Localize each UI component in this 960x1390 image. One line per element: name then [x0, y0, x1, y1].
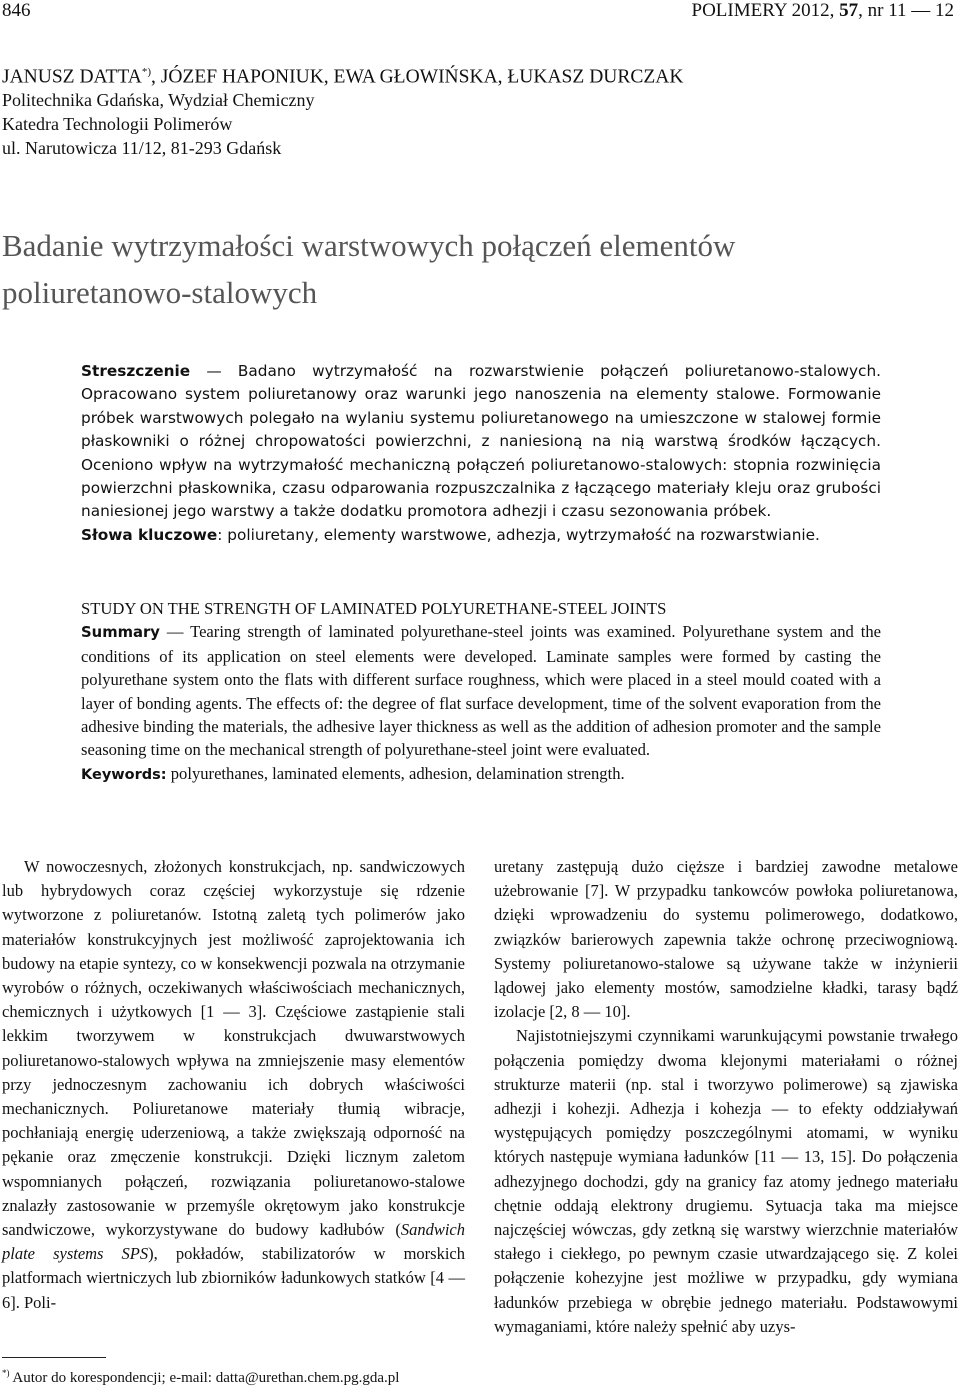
- keywords-pl: [81, 524, 881, 547]
- page-number: 846: [2, 0, 31, 21]
- body-italic-term: Sandwich plate systems SPS: [2, 1220, 465, 1264]
- keywords-en: [81, 762, 881, 787]
- body-paragraph: uretany zastępują dużo cięższe i bardziej zawodne metalowe użebrowanie [7]. W przypadku tankowców powłoka poliuretanowa, dzięki wprowadzeniu do systemu polimerowego, dodatkowo, związków barierowych zapewnia także ochronę przeciwogniową. Systemy poliuretanowo-stalowe są używane także w inżynierii lądowej jako elementy mostów, samodzielne kładki, tarasy bądź izolacje [2, 8 — 10].: [494, 857, 958, 1022]
- journal-volume: 57: [839, 0, 859, 21]
- abstract-pl-dash: —: [190, 362, 238, 380]
- abstract-polish: [81, 360, 881, 547]
- journal-issue: , nr 11 — 12: [858, 0, 954, 21]
- body-paragraph: [2, 855, 465, 1315]
- journal-name: POLIMERY 2012,: [691, 0, 835, 21]
- affiliation-address: ul. Narutowicza 11/12, 81-293 Gdańsk: [2, 138, 282, 158]
- affiliation: [2, 88, 315, 160]
- abstract-pl-label: Streszczenie: [81, 362, 191, 380]
- footnote-divider: [2, 1357, 106, 1358]
- keywords-en-label: Keywords:: [81, 766, 167, 783]
- corresponding-author: JANUSZ DATTA: [2, 66, 142, 88]
- title-line-2: poliuretanowo-stalowych: [2, 275, 318, 310]
- co-authors: , JÓZEF HAPONIUK, EWA GŁOWIŃSKA, ŁUKASZ DURCZAK: [151, 66, 684, 88]
- title-line-1: Badanie wytrzymałości warstwowych połączeń elementów: [2, 228, 736, 263]
- keywords-en-text: polyurethanes, laminated elements, adhesion, delamination strength.: [166, 763, 625, 783]
- footnote-mark: *): [2, 1368, 10, 1378]
- journal-reference: [692, 0, 955, 22]
- affiliation-university: Politechnika Gdańska, Wydział Chemiczny: [2, 90, 315, 110]
- keywords-pl-label: Słowa kluczowe: [81, 525, 218, 544]
- author-footnote-mark: *): [141, 66, 151, 78]
- abstract-en-dash: —: [159, 622, 191, 642]
- article-title: [2, 222, 735, 316]
- abstract-en-text: Tearing strength of laminated polyurethane-steel joints was examined. Polyurethane system and the conditions of its application on steel elements were developed. Laminate samples were formed by casting the polyurethane system onto the flats with different surface roughness, which were placed in a steel mould coated with a layer of bonding agents. The effects of: the degree of flat surface development, time of the solvent evaporation from the adhesive binding the materials, the adhesive layer thickness as well as the addition of adhesion promoter and the sample seasoning time on the mechanical strength of polyurethane-steel joint were evaluated.: [81, 622, 882, 760]
- abstract-pl-body: [81, 360, 881, 524]
- english-title: STUDY ON THE STRENGTH OF LAMINATED POLYURETHANE-STEEL JOINTS: [81, 599, 667, 618]
- affiliation-department: Katedra Technologii Polimerów: [2, 114, 233, 134]
- running-head: [0, 0, 960, 24]
- body-column-right: [494, 855, 958, 1339]
- body-paragraph: Najistotniejszymi czynnikami warunkującymi powstanie trwałego połączenia pomiędzy dwoma klejonymi materiałami o różnej strukturze materii (np. stal i tworzywo polimerowe) są zjawiska adhezji i kohezji. Adhezja i kohezja — to efekty oddziaływań występujących pomiędzy poszczególnymi atomami, w wyniku których następuje wymiana ładunków [11 — 13, 15]. Do połączenia adhezyjnego dochodzi, gdy na granicy faz atomy jednego materiału chętnie oddają elektrony drugiemu. Sytuacja taka ma miejsce najczęściej wówczas, gdy zetkną się warstwy wierzchnie materiałów stałego i ciekłego, po pewnym czasie utwardzającego się. Z kolei połączenie kohezyjne jest możliwe w przypadku, gdy wymiana ładunków przebiega w obrębie jednego materiału. Podstawowymi wymaganiami, które należy spełnić aby uzys-: [494, 1026, 958, 1336]
- abstract-pl-text: Badano wytrzymałość na rozwarstwienie połączeń poliuretanowo-stalowych. Opracowano system poliuretanowy oraz warunki jego nanoszenia na elementy stalowe. Formowanie próbek warstwowych polegało na wylaniu systemu poliuretanowego na umieszczone w stalowej formie płaskowniki o różnej chropowatości powierzchni, z naniesioną na nią warstwą środków łączących. Oceniono wpływ na wytrzymałość mechaniczną połączeń poliuretanowo-stalowych: stopnia rozwinięcia powierzchni płaskownika, czasu odparowania rozpuszczalnika z łączącego materiały kleju oraz grubości naniesionej jego warstwy a także dodatku promotora adhezji i czasu sezonowania próbek.: [81, 362, 882, 521]
- body-text: W nowoczesnych, złożonych konstrukcjach, np. sandwiczowych lub hybrydowych coraz częściej wykorzystuje się rdzenie wytworzone z poliuretanów. Istotną zaletą tych polimerów jako materiałów konstrukcyjnych jest możliwość zaprojektowania ich budowy na etapie syntezy, co w konsekwencji pozwala na otrzymanie wyrobów o różnych, oczekiwanych właściwościach mechanicznych, chemicznych i użytkowych [1 — 3]. Częściowe zastąpienie stali lekkim tworzywem w konstrukcjach dwuwarstwowych poliuretanowo-stalowych wpływa na zmniejszenie masy elementów przy jednoczesnym zachowaniu ich dobrych właściwości mechanicznych. Poliuretanowe materiały tłumią wibracje, pochłaniają energię uderzeniową, a także zwiększają odporność na pękanie oraz zmęczenie konstrukcji. Dzięki licznym zaletom wspomnianych połączeń, rozwiązania poliuretanowo-stalowe znalazły zastosowanie w przemyśle okrętowym jako konstrukcje sandwiczowe, wykorzystywane do budowy kadłubów (: [2, 857, 465, 1240]
- body-column-left: [2, 855, 465, 1315]
- keywords-pl-text: : poliuretany, elementy warstwowe, adhezja, wytrzymałość na rozwarstwianie.: [217, 525, 820, 544]
- author-list: [2, 60, 683, 90]
- footnote: [2, 1363, 399, 1388]
- abstract-en-label: Summary: [81, 624, 160, 642]
- abstract-en-body: [81, 620, 881, 761]
- body-text: ), pokładów, stabilizatorów w morskich platformach wiertniczych lub zbiorników ładunkowych statków [4 — 6]. Poli-: [2, 1244, 465, 1312]
- footnote-text: Autor do korespondencji; e-mail: datta@urethan.chem.pg.gda.pl: [9, 1370, 400, 1386]
- abstract-english: [81, 597, 881, 787]
